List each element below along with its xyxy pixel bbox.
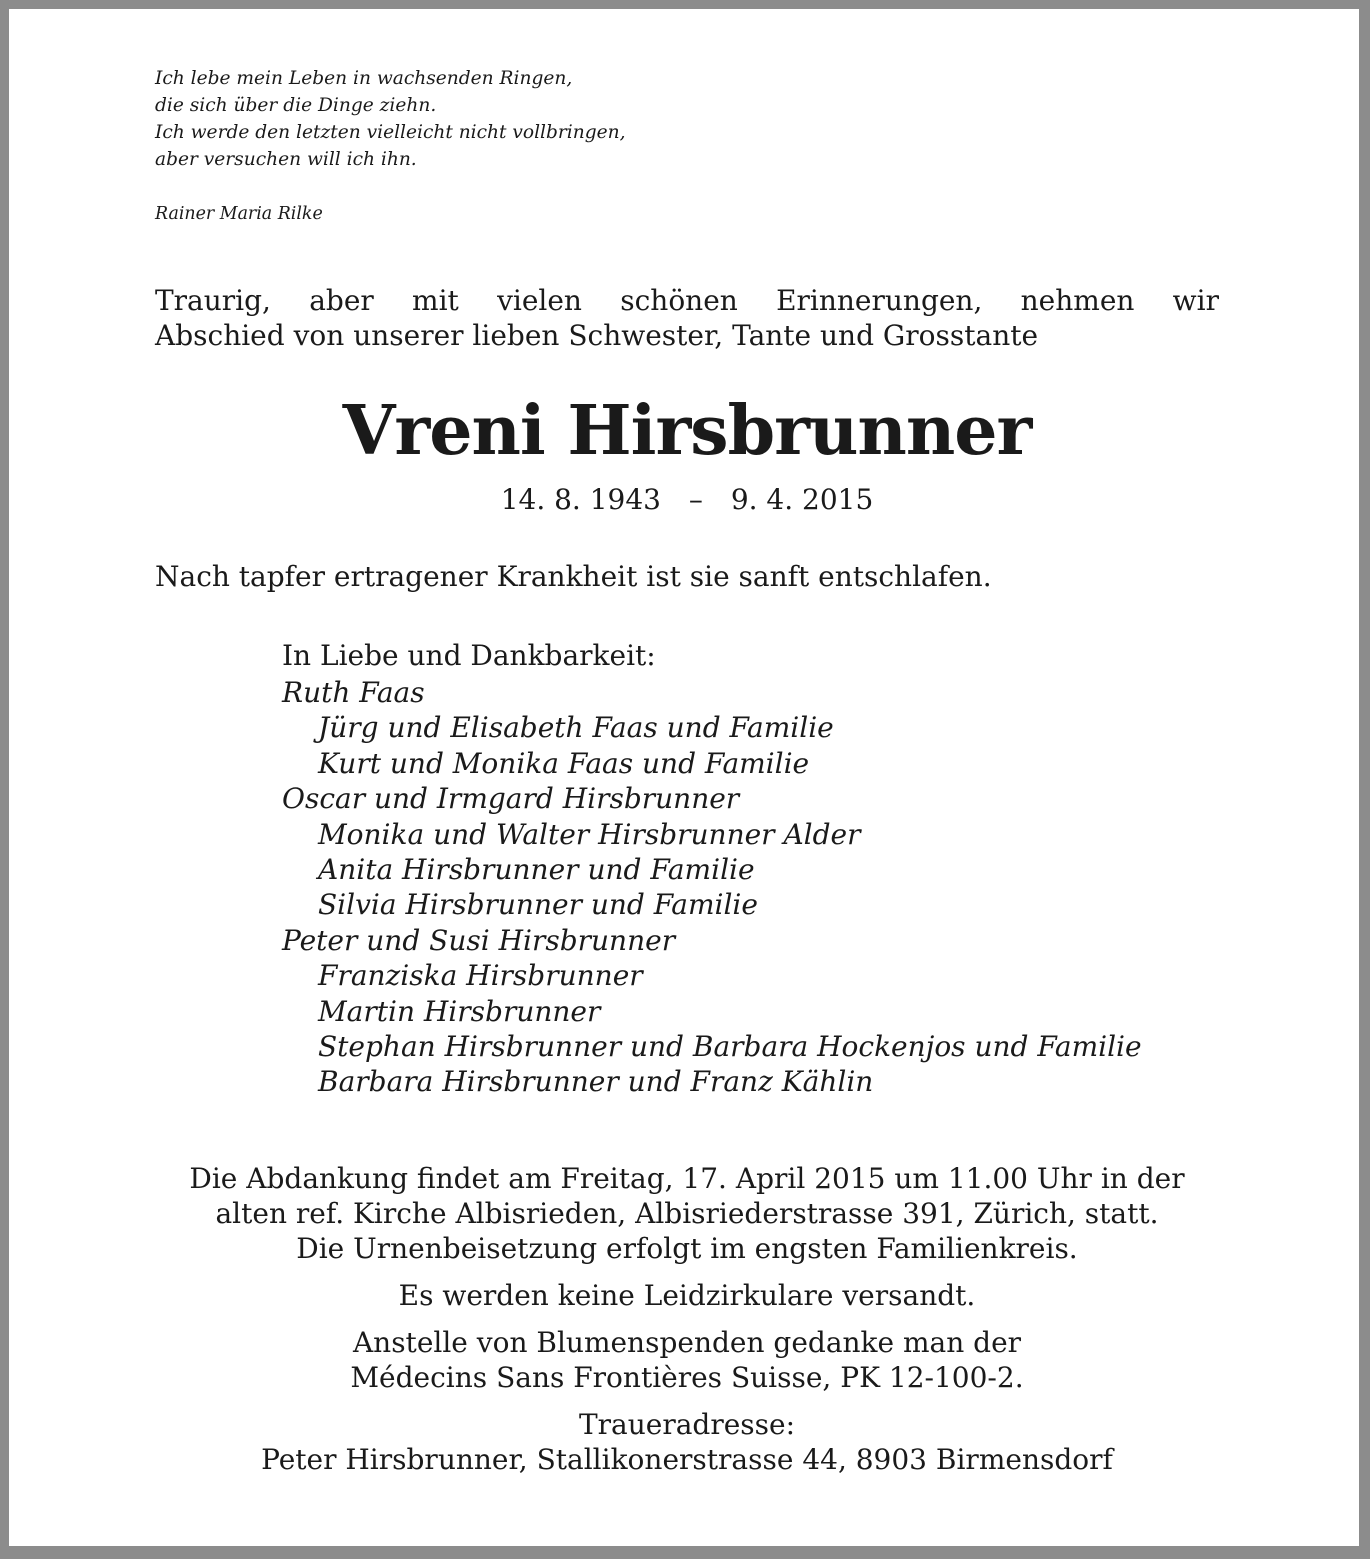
date-separator: – bbox=[688, 483, 703, 516]
mourners-section bbox=[282, 637, 1242, 1100]
life-dates bbox=[155, 483, 1219, 517]
poem bbox=[155, 65, 1219, 173]
intro-line: Abschied von unserer lieben Schwester, Tante und Grosstante bbox=[155, 319, 1039, 352]
birth-date: 14. 8. 1943 bbox=[500, 483, 661, 516]
mourning-address-label: Traueradresse: bbox=[578, 1408, 796, 1441]
mourner-entry: Martin Hirsbrunner bbox=[318, 994, 601, 1028]
poem-line: die sich über die Dinge ziehn. bbox=[155, 95, 437, 116]
death-date: 9. 4. 2015 bbox=[730, 483, 874, 516]
ceremony-details bbox=[155, 1161, 1219, 1266]
poem-line: Ich lebe mein Leben in wachsenden Ringen, bbox=[155, 68, 573, 89]
obituary-page bbox=[9, 9, 1359, 1546]
mourner-entry: Stephan Hirsbrunner und Barbara Hockenjos und Familie bbox=[318, 1030, 1142, 1064]
mourners-list bbox=[282, 675, 1242, 1100]
donation-line: Anstelle von Blumenspenden gedanke man der bbox=[352, 1326, 1022, 1359]
mourner-entry: Ruth Faas bbox=[282, 676, 425, 709]
mourner-entry: Anita Hirsbrunner und Familie bbox=[318, 853, 755, 887]
poem-author: Rainer Maria Rilke bbox=[155, 204, 323, 224]
donation-line: Médecins Sans Frontières Suisse, PK 12-100-2. bbox=[350, 1361, 1024, 1394]
ceremony-line: Die Abdankung findet am Freitag, 17. April 2015 um 11.00 Uhr in der bbox=[189, 1162, 1185, 1195]
ceremony-line: Die Urnenbeisetzung erfolgt im engsten Familienkreis. bbox=[296, 1232, 1078, 1265]
deceased-name: Vreni Hirsbrunner bbox=[342, 391, 1032, 471]
poem-line: aber versuchen will ich ihn. bbox=[155, 149, 417, 170]
statement: Nach tapfer ertragener Krankheit ist sie sanft entschlafen. bbox=[155, 560, 992, 593]
intro-text bbox=[155, 283, 1219, 353]
mourner-entry: Kurt und Monika Faas und Familie bbox=[318, 746, 810, 780]
poem-line: Ich werde den letzten vielleicht nicht vollbringen, bbox=[155, 122, 626, 143]
ceremony-info bbox=[155, 1161, 1219, 1484]
mourning-address bbox=[155, 1407, 1219, 1477]
mourner-entry: Monika und Walter Hirsbrunner Alder bbox=[318, 817, 861, 851]
mourning-address-value: Peter Hirsbrunner, Stallikonerstrasse 44, 8903 Birmensdorf bbox=[261, 1443, 1113, 1476]
donation-notice bbox=[155, 1325, 1219, 1395]
mourner-entry: Silvia Hirsbrunner und Familie bbox=[318, 888, 758, 922]
mourner-entry: Franziska Hirsbrunner bbox=[318, 959, 643, 993]
mourner-entry: Oscar und Irmgard Hirsbrunner bbox=[282, 782, 740, 816]
ceremony-line: alten ref. Kirche Albisrieden, Albisriederstrasse 391, Zürich, statt. bbox=[215, 1197, 1159, 1230]
no-circulars-notice: Es werden keine Leidzirkulare versandt. bbox=[398, 1279, 976, 1312]
intro-line: Traurig, aber mit vielen schönen Erinnerungen, nehmen wir bbox=[155, 284, 1219, 317]
mourner-entry: Barbara Hirsbrunner und Franz Kählin bbox=[318, 1065, 874, 1099]
mourner-entry: Peter und Susi Hirsbrunner bbox=[282, 923, 676, 957]
mourner-entry: Jürg und Elisabeth Faas und Familie bbox=[318, 711, 834, 745]
mourners-heading: In Liebe und Dankbarkeit: bbox=[282, 639, 656, 672]
